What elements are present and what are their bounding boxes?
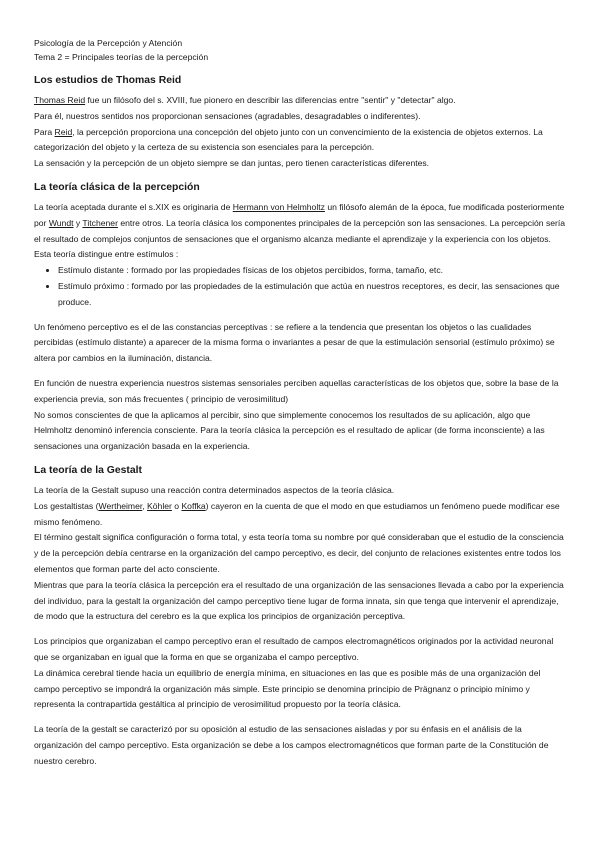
list-item: • Estímulo distante : formado por las propiedades físicas de los objetos percibidos, forma, tamaño, etc. <box>58 263 566 279</box>
paragraph: Para él, nuestros sentidos nos proporcionan sensaciones (agradables, desagradables o indiferentes). <box>34 110 421 121</box>
link-reid[interactable]: Reid <box>54 126 73 137</box>
link-helmholtz[interactable]: Hermann von Helmholtz <box>232 201 325 212</box>
link-thomas-reid[interactable]: Thomas Reid <box>34 95 86 105</box>
link-wertheimer[interactable]: Wertheimer <box>98 500 143 511</box>
paragraph: La teoría de la Gestalt supuso una reacción contra determinados aspectos de la teoría clásica. <box>34 484 395 495</box>
paragraph: No somos conscientes de que la aplicamos al percibir, sino que simplemente conocemos los resultados de su aplicación, algo que Helmholtz denominó inferencia consciente. Para la teoría clásica la percepción es el resultado de aplicar (de forma inconsciente) a las sensaciones una organización basada en la experiencia. <box>34 409 545 452</box>
paragraph: Para Reid, la percepción proporciona una concepción del objeto junto con un convencimiento de la existencia de objetos externos. La categorización del objeto y la certeza de su existencia son esenciales para la percepción. <box>34 126 543 153</box>
link-kohler[interactable]: Köhler <box>147 500 172 511</box>
paragraph: Mientras que para la teoría clásica la percepción era el resultado de una organización de las sensaciones llevada a cabo por la experiencia del individuo, para la gestalt la organización del campo perceptivo tiene lugar de forma innata, sin que tenga que intervenir el aprendizaje, de modo que la estructura del cerebro es la que explica los principios de organización perceptiva. <box>34 579 564 622</box>
paragraph: Los principios que organizaban el campo perceptivo eran el resultado de campos electromagnéticos originados por la actividad neuronal que se organizaban en igual que la forma en que se organizaba el campo perceptivo. <box>34 636 554 662</box>
paragraph: En función de nuestra experiencia nuestros sistemas sensoriales perciben aquellas características de los objetos que, sobre la base de la experiencia previa, son más frecuentes ( principio de verosimilitud) <box>34 377 559 404</box>
link-koffka[interactable]: Koffka <box>181 500 206 511</box>
paragraph: Un fenómeno perceptivo es el de las constancias perceptivas : se refiere a la tendencia que presentan los objetos o las cualidades percibidas (estímulo distante) a aparecer de la misma forma o invariantes a pesar de que la estimulación sensorial (estímulo próximo) se altera por cambios en la iluminación, distancia. <box>34 321 555 364</box>
paragraph: La dinámica cerebral tiende hacia un equilibrio de energía mínima, en situaciones en las que es posible más de una organización del campo perceptivo se impondrá la organización más simple. Este principio se denomina principio de Prägnanz o principio mínimo y representa la contrapartida gestáltica al principio de verosimilitud propuesto por la teoría clásica. <box>34 667 541 710</box>
paragraph: La teoría aceptada durante el s.XIX es originaria de Hermann von Helmholtz un filósofo alemán de la época, fue modificada posteriormente por Wundt y Titchener entre otros. La teoría clásica los componentes principales de la percepción son las sensaciones. La percepción sería el resultado de complejos conjuntos de sensaciones que el organismo alcanza mediante el aprendizaje y la experiencia con los objetos. Esta teoría distingue entre estímulos : <box>34 201 566 260</box>
section-reid <box>34 74 566 172</box>
topic-title: Tema 2 = Principales teorías de la percepción <box>34 52 209 62</box>
course-title: Psicología de la Percepción y Atención <box>34 38 183 48</box>
paragraph: Thomas Reid fue un filósofo del s. XVIII, fue pionero en describir las diferencias entre "sentir" y "detectar" algo. <box>34 95 456 105</box>
section-heading-clasica: La teoría clásica de la percepción <box>34 181 200 193</box>
link-titchener[interactable]: Titchener <box>82 217 118 228</box>
link-wundt[interactable]: Wundt <box>48 217 74 228</box>
section-teoria-clasica <box>34 181 566 455</box>
section-heading-reid: Los estudios de Thomas Reid <box>34 75 182 86</box>
paragraph: La sensación y la percepción de un objeto siempre se dan juntas, pero tienen características diferentes. <box>34 158 430 169</box>
list-item: • Estímulo próximo : formado por las propiedades de la estimulación que actúa en nuestros receptores, es decir, las sensaciones que produce. <box>58 279 566 311</box>
paragraph: Los gestaltistas (Wertheimer, Köhler o Koffka) cayeron en la cuenta de que el modo en que estudiamos un fenómeno puede modificar ese mismo fenómeno. <box>34 500 560 527</box>
paragraph: La teoría de la gestalt se caracterizó por su oposición al estudio de las sensaciones aisladas y por su énfasis en el análisis de la organización del campo perceptivo. Esta organización se debe a los campos electromagnéticos que forman parte de la Constitución de nuestro cerebro. <box>34 724 549 766</box>
section-heading-gestalt: La teoría de la Gestalt <box>34 464 142 476</box>
stimulus-list <box>34 263 566 310</box>
document-header <box>34 36 566 64</box>
section-gestalt <box>34 464 566 770</box>
paragraph: El término gestalt significa configuración o forma total, y esta teoría toma su nombre por qué consideraban que el estudio de la consciencia y de la percepción debía centrarse en la organización del campo perceptivo, es decir, del conjunto de relaciones existentes entre todos los elementos que forman parte del acto consciente. <box>34 532 564 574</box>
